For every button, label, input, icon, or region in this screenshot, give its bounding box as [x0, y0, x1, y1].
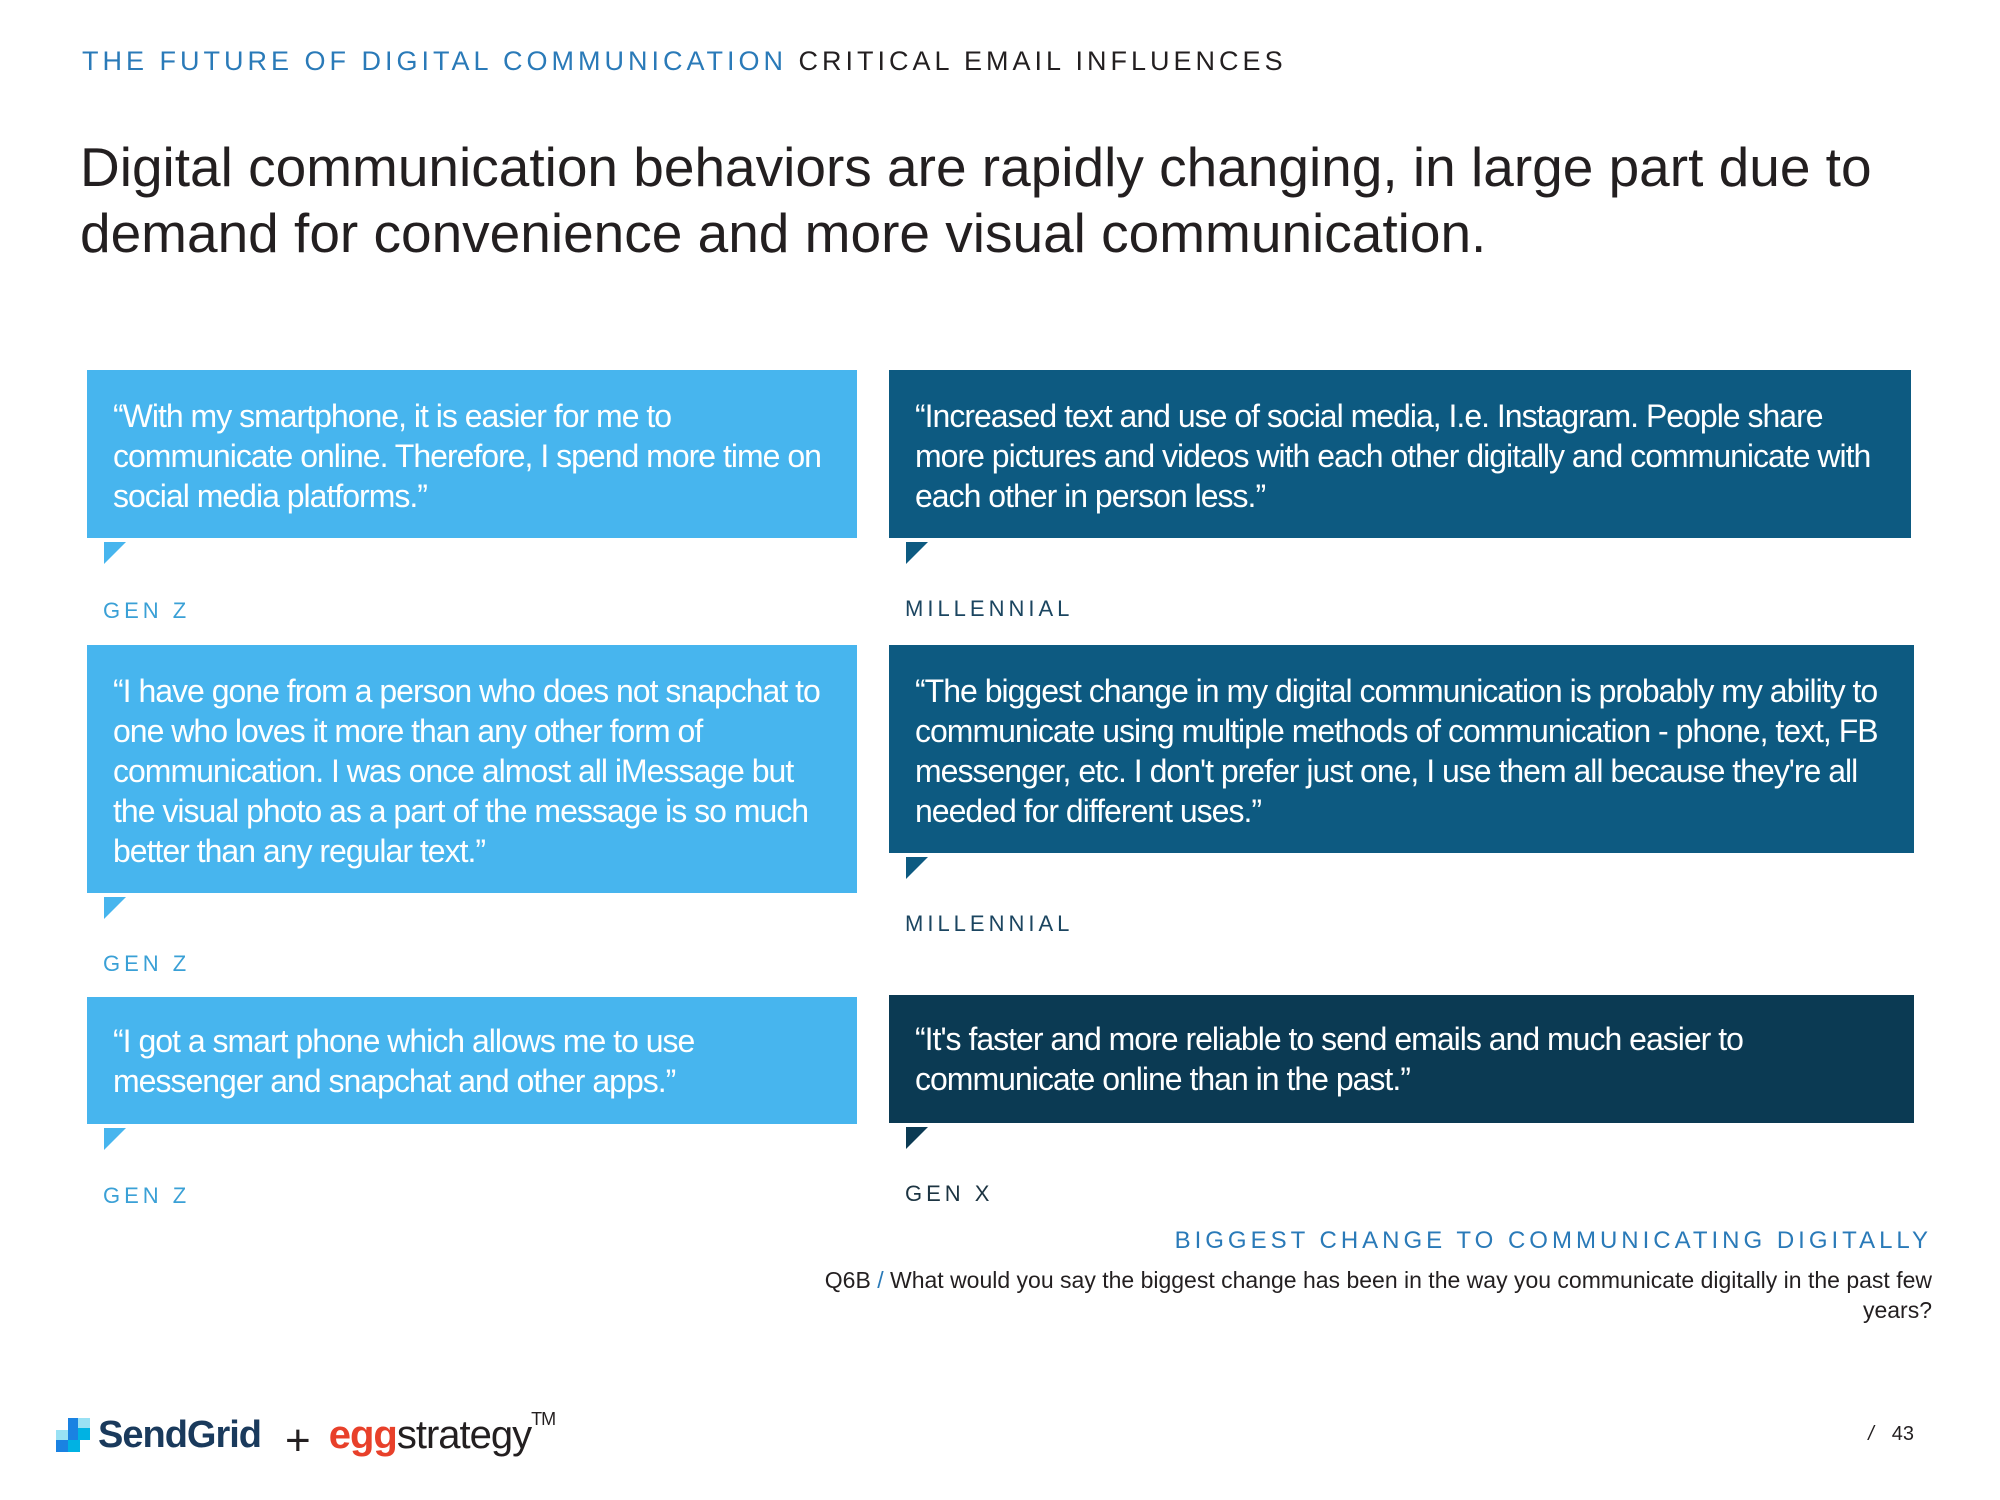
source-heading: BIGGEST CHANGE TO COMMUNICATING DIGITALLY	[1174, 1227, 1932, 1254]
quote-text: “I got a smart phone which allows me to use messenger and snapchat and other apps.”	[87, 997, 857, 1124]
segment-label: GEN Z	[103, 598, 191, 623]
slide-header	[82, 46, 1287, 77]
survey-question	[802, 1265, 1932, 1325]
segment-label: GEN Z	[103, 1183, 191, 1208]
header-subsection: CRITICAL EMAIL INFLUENCES	[798, 46, 1287, 76]
question-text: What would you say the biggest change has been in the way you communicate digitally in the past few years?	[890, 1267, 1932, 1323]
quote-card-millennial-1	[889, 370, 1911, 621]
eggstrategy-logo: eggstrategy™	[328, 1408, 556, 1457]
sendgrid-logo-icon	[56, 1418, 90, 1452]
speech-tail-icon	[906, 1127, 928, 1149]
page-separator: /	[1868, 1423, 1874, 1445]
quote-card-genz-3	[87, 997, 857, 1208]
speech-tail-icon	[104, 542, 126, 564]
quote-card-genx-1	[889, 995, 1914, 1206]
quote-card-genz-2	[87, 645, 857, 976]
segment-label: GEN X	[905, 1181, 994, 1206]
speech-tail-icon	[104, 1128, 126, 1150]
quote-text: “It's faster and more reliable to send emails and much easier to communicate online than in the past.”	[889, 995, 1914, 1123]
segment-label: MILLENNIAL	[905, 596, 1074, 621]
header-section: THE FUTURE OF DIGITAL COMMUNICATION	[82, 46, 787, 76]
quote-text: “With my smartphone, it is easier for me to communicate online. Therefore, I spend more time on social media platforms.”	[87, 370, 857, 538]
quote-text: “The biggest change in my digital communication is probably my ability to communicate using multiple methods of communication - phone, text, FB messenger, etc. I don't prefer just one, I use them all because they're all needed for different uses.”	[889, 645, 1914, 853]
quote-card-genz-1	[87, 370, 857, 623]
sendgrid-logo-text: SendGrid	[98, 1413, 262, 1456]
footer-logos	[56, 1405, 555, 1465]
segment-label: GEN Z	[103, 951, 191, 976]
speech-tail-icon	[906, 542, 928, 564]
speech-tail-icon	[104, 897, 126, 919]
segment-label: MILLENNIAL	[905, 911, 1074, 936]
question-separator: /	[877, 1267, 884, 1293]
quote-card-millennial-2	[889, 645, 1914, 936]
quote-text: “Increased text and use of social media, I.e. Instagram. People share more pictures and videos with each other digitally and communicate with each other in person less.”	[889, 370, 1911, 538]
quote-text: “I have gone from a person who does not snapchat to one who loves it more than any other form of communication. I was once almost all iMessage but the visual photo as a part of the message is so much better than any regular text.”	[87, 645, 857, 893]
question-id: Q6B	[824, 1267, 871, 1293]
logo-plus: +	[285, 1416, 311, 1465]
slide-title: Digital communication behaviors are rapidly changing, in large part due to demand for convenience and more visual communication.	[80, 136, 1872, 264]
page-number-value: 43	[1891, 1423, 1914, 1445]
page-number	[1868, 1423, 1914, 1446]
speech-tail-icon	[906, 857, 928, 879]
